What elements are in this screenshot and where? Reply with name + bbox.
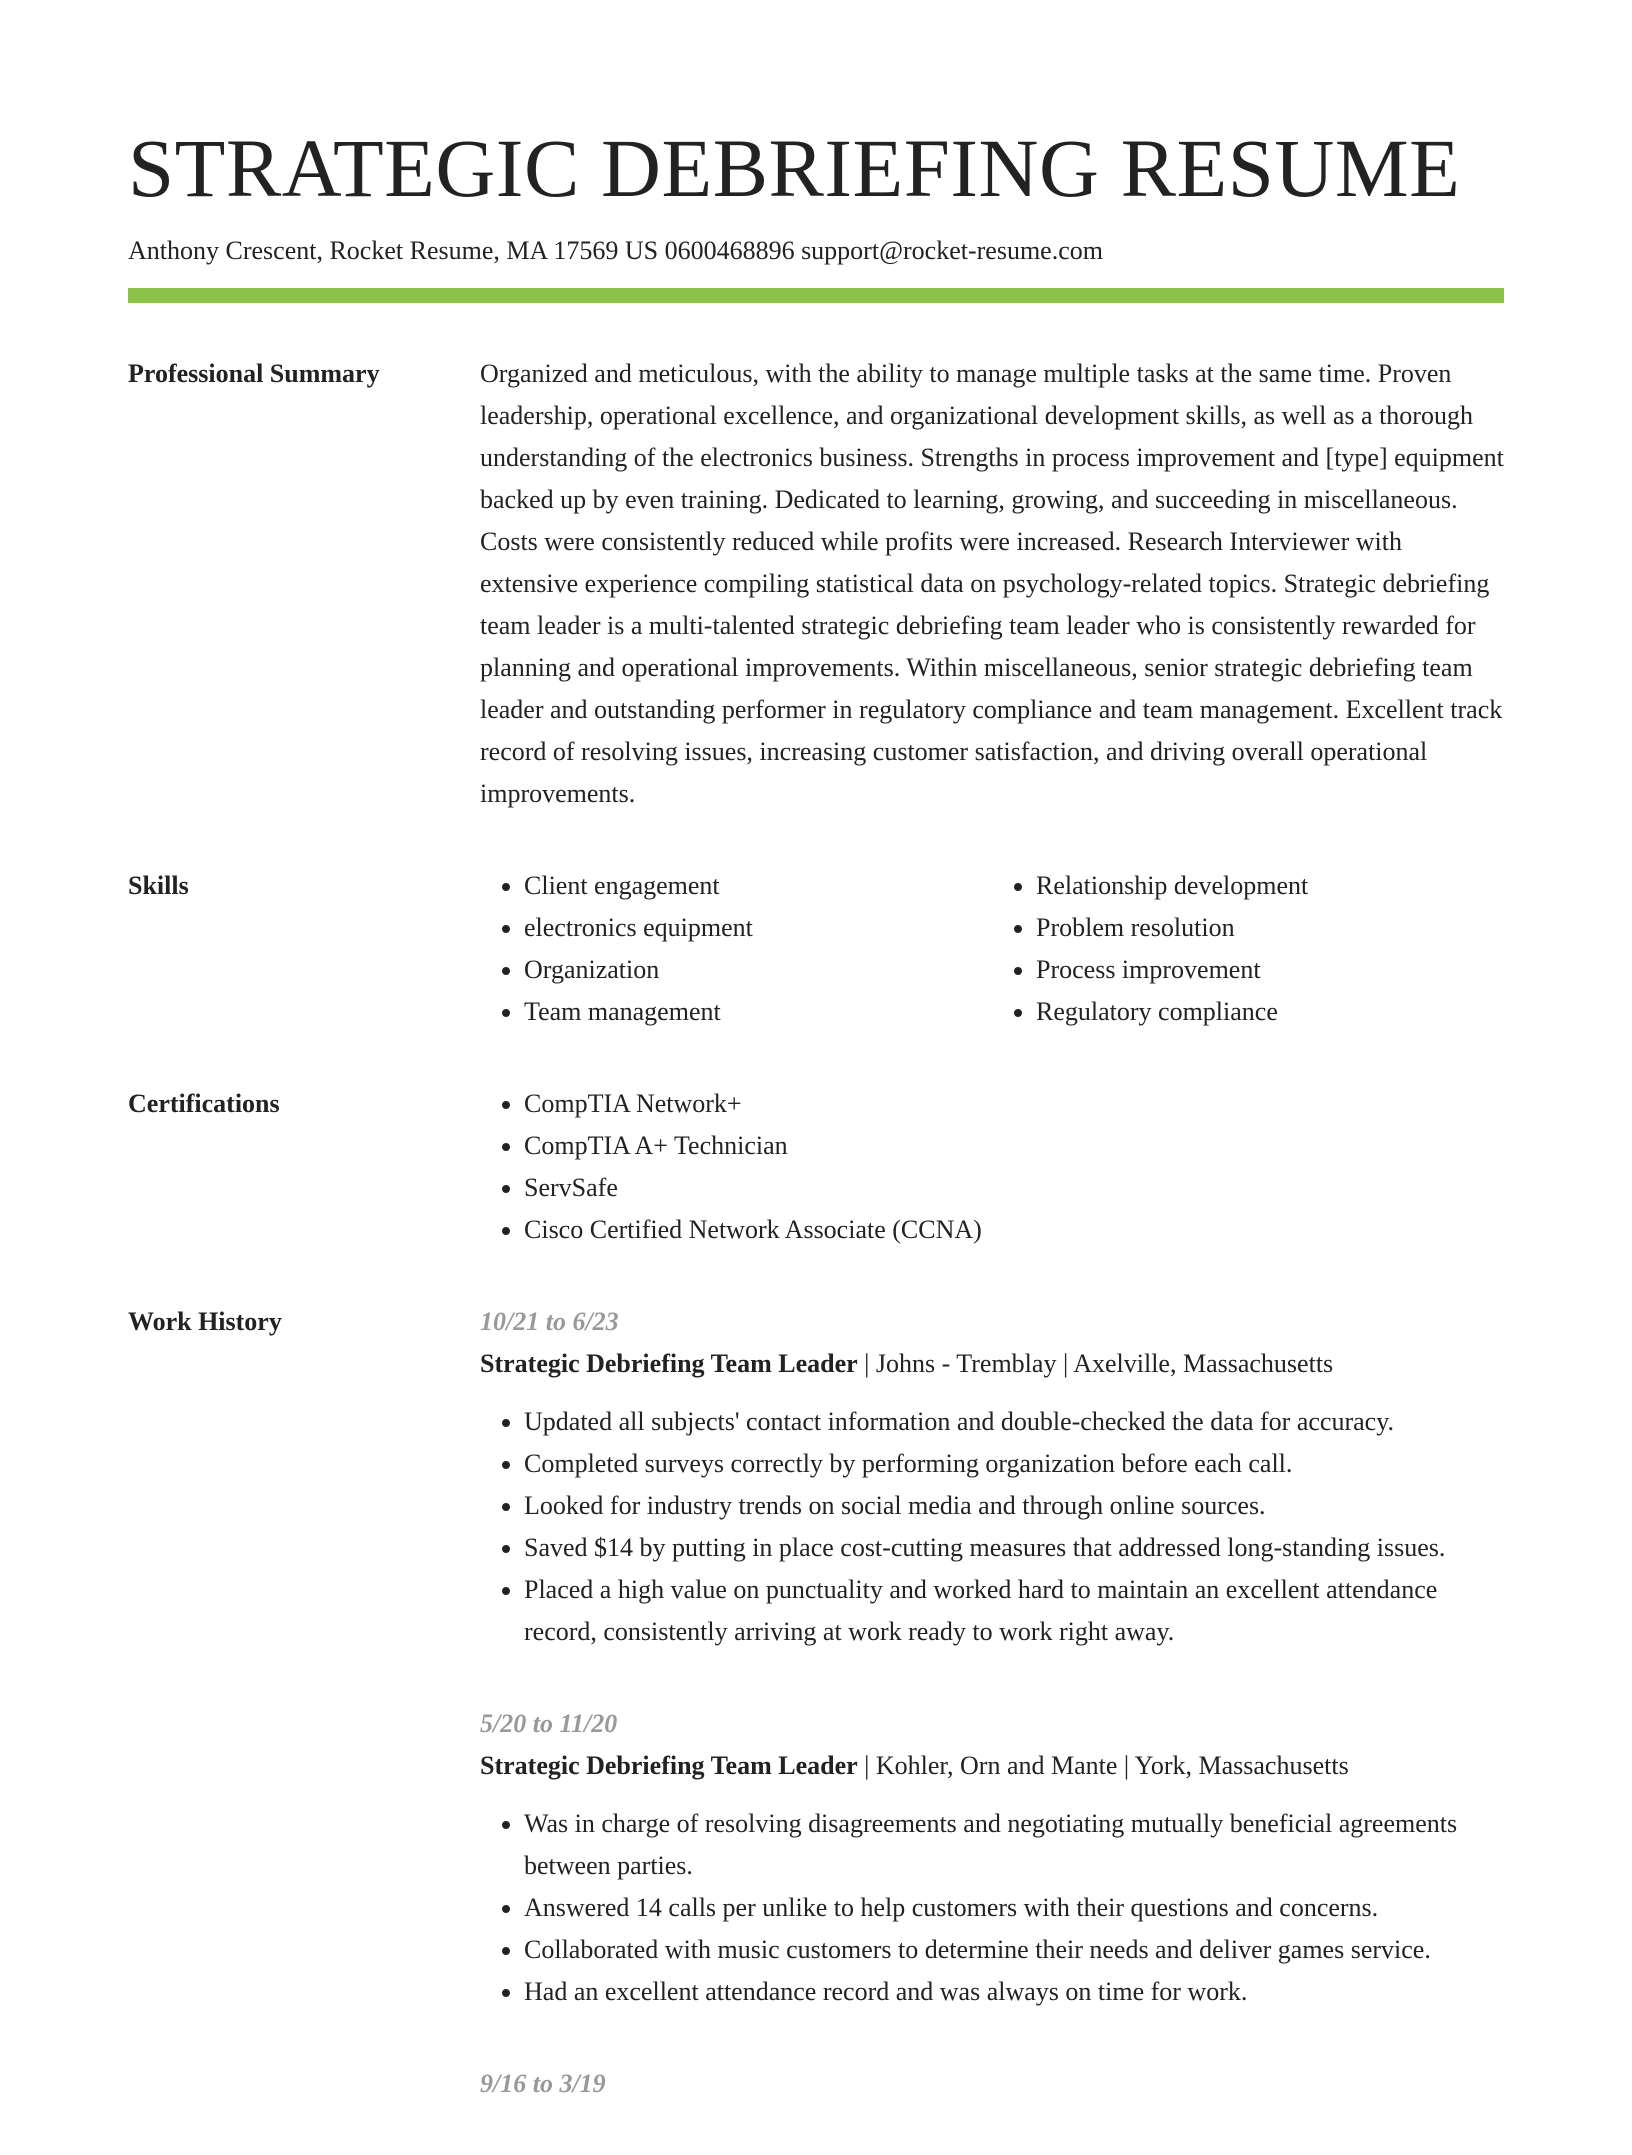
- job-title: Strategic Debriefing Team Leader: [480, 1349, 858, 1378]
- certification-item: • CompTIA Network+: [524, 1083, 1504, 1125]
- section-label-work-history: Work History: [128, 1307, 282, 1336]
- resume-title: STRATEGIC DEBRIEFING RESUME: [128, 122, 1461, 214]
- skill-item: • electronics equipment: [524, 907, 992, 949]
- job-bullets: [480, 1803, 1504, 2013]
- skill-item: • Regulatory compliance: [1036, 991, 1504, 1033]
- job-bullets: [480, 1401, 1504, 1653]
- job-details: | Johns - Tremblay | Axelville, Massachusetts: [857, 1349, 1334, 1378]
- skill-item: • Team management: [524, 991, 992, 1033]
- job-bullet: • Completed surveys correctly by performing organization before each call.: [524, 1443, 1504, 1485]
- job-bullet: • Collaborated with music customers to determine their needs and deliver games service.: [524, 1929, 1504, 1971]
- section-label-skills: Skills: [128, 871, 189, 900]
- job-bullet: • Saved $14 by putting in place cost-cutting measures that addressed long-standing issues.: [524, 1527, 1504, 1569]
- section-label-certifications: Certifications: [128, 1089, 280, 1118]
- certifications-section: [128, 1083, 1504, 1251]
- job-dates: 5/20 to 11/20: [480, 1709, 618, 1738]
- contact-line: Anthony Crescent, Rocket Resume, MA 17569 US 0600468896 support@rocket-resume.com: [128, 236, 1103, 265]
- job-bullet: • Updated all subjects' contact information and double-checked the data for accuracy.: [524, 1401, 1504, 1443]
- skill-item: • Process improvement: [1036, 949, 1504, 991]
- skill-item: • Client engagement: [524, 865, 992, 907]
- skill-item: • Organization: [524, 949, 992, 991]
- skills-section: [128, 865, 1504, 1033]
- header-divider: [128, 288, 1504, 303]
- job-dates: 9/16 to 3/19: [480, 2069, 606, 2098]
- job-bullet: • Placed a high value on punctuality and worked hard to maintain an excellent attendance record, consistently arriving at work ready to work right away.: [524, 1569, 1504, 1653]
- skills-list-left: [480, 865, 992, 1033]
- skill-item: • Problem resolution: [1036, 907, 1504, 949]
- job-entry: [480, 1703, 1504, 2013]
- job-entry: [480, 2063, 1504, 2105]
- job-bullet: • Looked for industry trends on social media and through online sources.: [524, 1485, 1504, 1527]
- job-bullet: • Had an excellent attendance record and was always on time for work.: [524, 1971, 1504, 2013]
- job-bullet: • Was in charge of resolving disagreements and negotiating mutually beneficial agreements between parties.: [524, 1803, 1504, 1887]
- section-label-summary: Professional Summary: [128, 359, 380, 388]
- certifications-list: [480, 1083, 1504, 1251]
- skills-list-right: [992, 865, 1504, 1033]
- work-history-section: [128, 1301, 1504, 2155]
- certification-item: • ServSafe: [524, 1167, 1504, 1209]
- job-title: Strategic Debriefing Team Leader: [480, 1751, 858, 1780]
- job-details: | Kohler, Orn and Mante | York, Massachusetts: [857, 1751, 1349, 1780]
- job-dates: 10/21 to 6/23: [480, 1307, 619, 1336]
- job-heading: [480, 1343, 1504, 1385]
- certification-item: • Cisco Certified Network Associate (CCNA): [524, 1209, 1504, 1251]
- job-bullet: • Answered 14 calls per unlike to help customers with their questions and concerns.: [524, 1887, 1504, 1929]
- summary-section: [128, 353, 1504, 815]
- job-entry: [480, 1301, 1504, 1653]
- summary-text: Organized and meticulous, with the ability to manage multiple tasks at the same time. Proven leadership, operational excellence, and organizational development skills, as well as a thorough understanding of the electronics business. Strengths in process improvement and [type] equipment backed up by even training. Dedicated to learning, growing, and succeeding in miscellaneous. Costs were consistently reduced while profits were increased. Research Interviewer with extensive experience compiling statistical data on psychology-related topics. Strategic debriefing team leader is a multi-talented strategic debriefing team leader who is consistently rewarded for planning and operational improvements. Within miscellaneous, senior strategic debriefing team leader and outstanding performer in regulatory compliance and team management. Excellent track record of resolving issues, increasing customer satisfaction, and driving overall operational improvements.: [480, 359, 1504, 808]
- certification-item: • CompTIA A+ Technician: [524, 1125, 1504, 1167]
- resume-page: [128, 0, 1504, 2155]
- skill-item: • Relationship development: [1036, 865, 1504, 907]
- job-heading: [480, 1745, 1504, 1787]
